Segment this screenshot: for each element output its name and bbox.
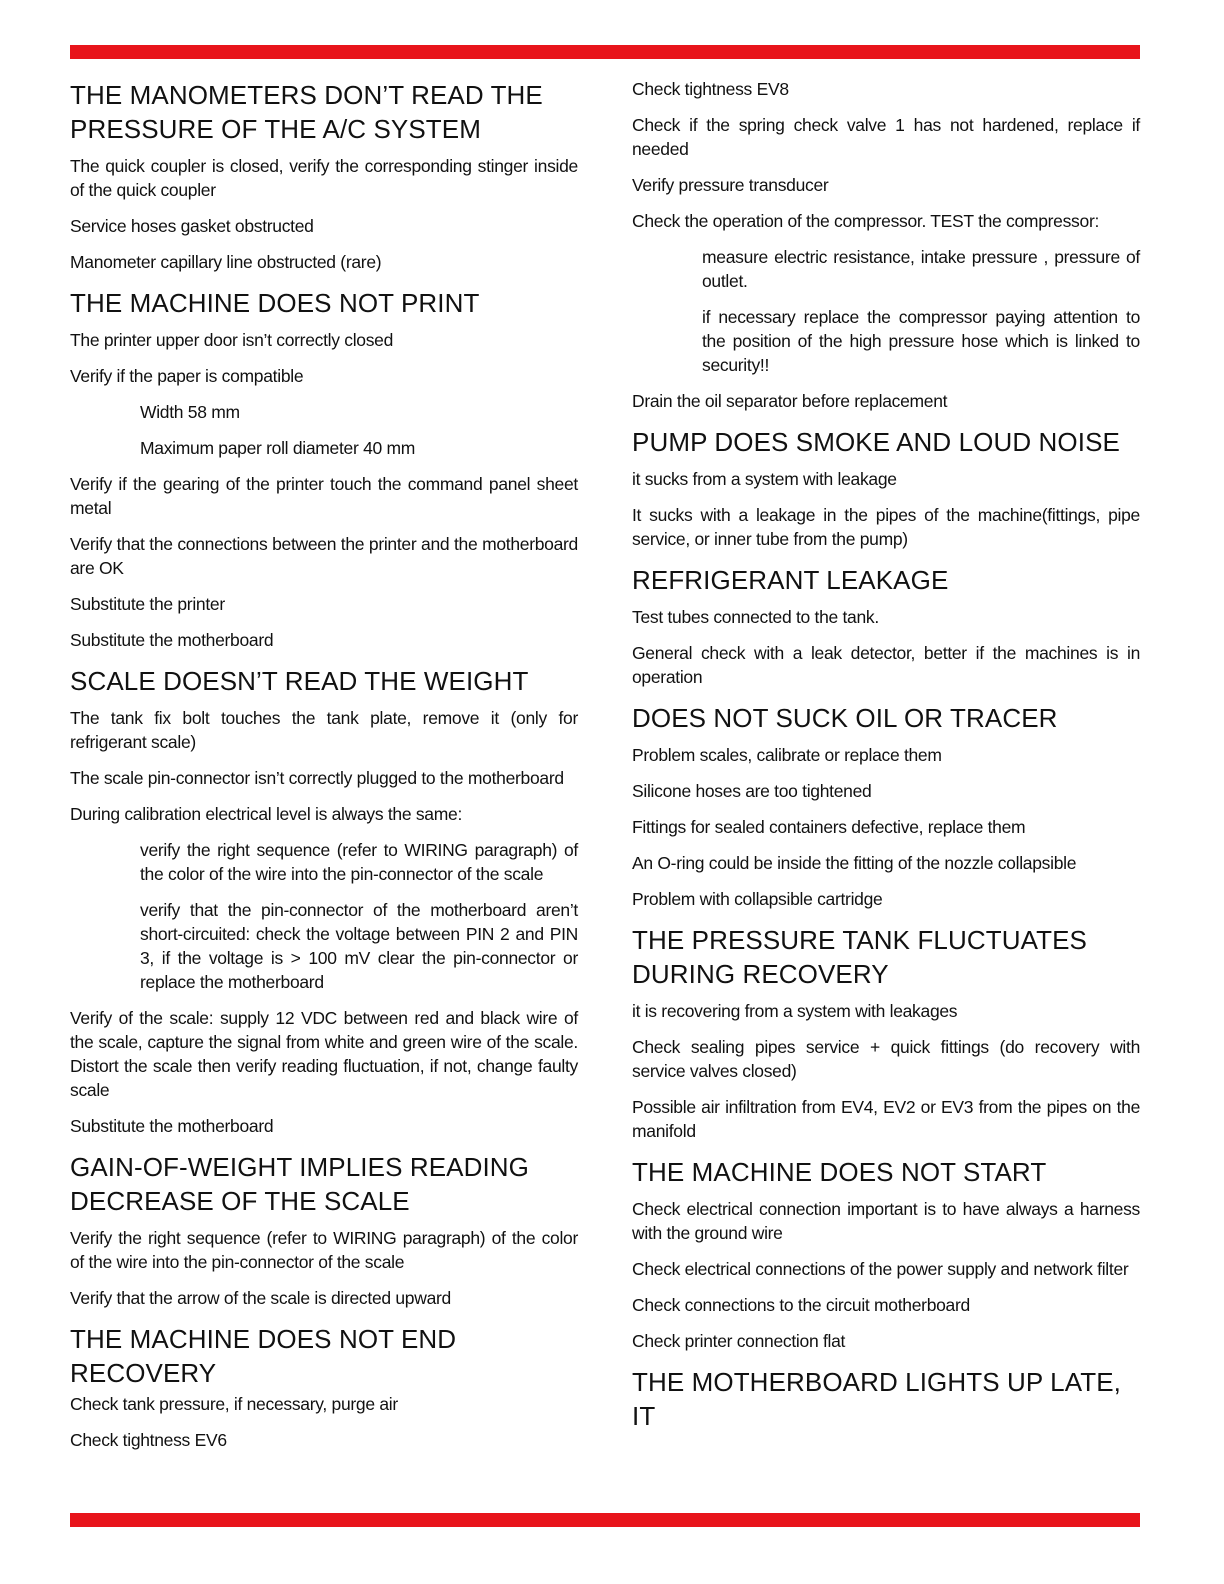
section-heading: THE MACHINE DOES NOT START [632, 1157, 1047, 1187]
paragraph: The scale pin-connector isn’t correctly plugged to the motherboard [70, 768, 564, 788]
paragraph: Check if the spring check valve 1 has not hardened, replace if needed [632, 115, 1140, 159]
section-heading: PUMP DOES SMOKE AND LOUD NOISE [632, 427, 1120, 457]
paragraph: Substitute the printer [70, 594, 225, 614]
paragraph: it is recovering from a system with leakages [632, 1001, 958, 1021]
paragraph: The quick coupler is closed, verify the corresponding stinger inside of the quick coupler [70, 156, 578, 200]
paragraph: Check tightness EV6 [70, 1430, 227, 1450]
section-heading: GAIN-OF-WEIGHT IMPLIES READING DECREASE OF THE SCALE [70, 1152, 530, 1216]
section-heading: REFRIGERANT LEAKAGE [632, 565, 949, 595]
section-heading: DOES NOT SUCK OIL OR TRACER [632, 703, 1058, 733]
section-heading: THE MACHINE DOES NOT PRINT [70, 288, 480, 318]
paragraph: The tank fix bolt touches the tank plate, remove it (only for refrigerant scale) [70, 708, 578, 752]
section-heading: THE MOTHERBOARD LIGHTS UP LATE, IT [632, 1367, 1121, 1431]
indented-paragraph: if necessary replace the compressor paying attention to the position of the high pressure hose which is linked to security!! [702, 307, 1140, 375]
paragraph: Check tightness EV8 [632, 79, 789, 99]
indented-paragraph: measure electric resistance, intake pressure , pressure of outlet. [702, 247, 1140, 291]
paragraph: it sucks from a system with leakage [632, 469, 897, 489]
paragraph: Check printer connection flat [632, 1331, 846, 1351]
paragraph: Manometer capillary line obstructed (rare) [70, 252, 382, 272]
indented-paragraph: verify the right sequence (refer to WIRING paragraph) of the color of the wire into the pin-connector of the scale [140, 840, 578, 884]
paragraph: Verify if the paper is compatible [70, 366, 304, 386]
paragraph: Substitute the motherboard [70, 1116, 274, 1136]
paragraph: Check sealing pipes service + quick fittings (do recovery with service valves closed) [632, 1037, 1140, 1081]
paragraph: Test tubes connected to the tank. [632, 607, 879, 627]
indented-paragraph: Maximum paper roll diameter 40 mm [140, 438, 416, 458]
paragraph: During calibration electrical level is always the same: [70, 804, 463, 824]
section-heading: THE MACHINE DOES NOT END RECOVERY [70, 1324, 457, 1388]
section-heading: THE PRESSURE TANK FLUCTUATES DURING RECOVERY [632, 925, 1087, 989]
paragraph: General check with a leak detector, better if the machines is in operation [632, 643, 1140, 687]
paragraph: Verify of the scale: supply 12 VDC between red and black wire of the scale, capture the signal from white and green wire of the scale. Distort the scale then verify reading fluctuation, if not, change faulty scale [70, 1008, 578, 1100]
paragraph: Check tank pressure, if necessary, purge air [70, 1394, 398, 1414]
paragraph: Verify that the connections between the printer and the motherboard are OK [70, 534, 578, 578]
paragraph: Verify the right sequence (refer to WIRING paragraph) of the color of the wire into the pin-connector of the scale [70, 1228, 578, 1272]
paragraph: Substitute the motherboard [70, 630, 274, 650]
paragraph: The printer upper door isn’t correctly closed [70, 330, 394, 350]
right-column [632, 77, 1140, 1441]
paragraph: Check the operation of the compressor. TEST the compressor: [632, 211, 1100, 231]
paragraph: Problem with collapsible cartridge [632, 889, 883, 909]
paragraph: Verify if the gearing of the printer touch the command panel sheet metal [70, 474, 578, 518]
paragraph: Check electrical connection important is to have always a harness with the ground wire [632, 1199, 1140, 1243]
indented-paragraph: Width 58 mm [140, 402, 240, 422]
paragraph: Verify pressure transducer [632, 175, 829, 195]
paragraph: Check connections to the circuit motherboard [632, 1295, 970, 1315]
indented-paragraph: verify that the pin-connector of the motherboard aren’t short-circuited: check the voltage between PIN 2 and PIN 3, if the voltage is > 100 mV clear the pin-connector or replace the motherboard [140, 900, 578, 992]
paragraph: Verify that the arrow of the scale is directed upward [70, 1288, 451, 1308]
left-column [70, 78, 578, 1464]
paragraph: Possible air infiltration from EV4, EV2 or EV3 from the pipes on the manifold [632, 1097, 1140, 1141]
top-red-rule [70, 45, 1140, 59]
paragraph: Drain the oil separator before replacement [632, 391, 948, 411]
paragraph: Problem scales, calibrate or replace them [632, 745, 942, 765]
paragraph: Fittings for sealed containers defective, replace them [632, 817, 1026, 837]
paragraph: It sucks with a leakage in the pipes of the machine(fittings, pipe service, or inner tube from the pump) [632, 505, 1140, 549]
section-heading: THE MANOMETERS DON’T READ THE PRESSURE OF THE A/C SYSTEM [70, 80, 543, 144]
bottom-red-rule [70, 1513, 1140, 1527]
paragraph: Service hoses gasket obstructed [70, 216, 314, 236]
section-heading: SCALE DOESN’T READ THE WEIGHT [70, 666, 529, 696]
paragraph: An O-ring could be inside the fitting of the nozzle collapsible [632, 853, 1077, 873]
paragraph: Check electrical connections of the power supply and network filter [632, 1259, 1129, 1279]
paragraph: Silicone hoses are too tightened [632, 781, 872, 801]
